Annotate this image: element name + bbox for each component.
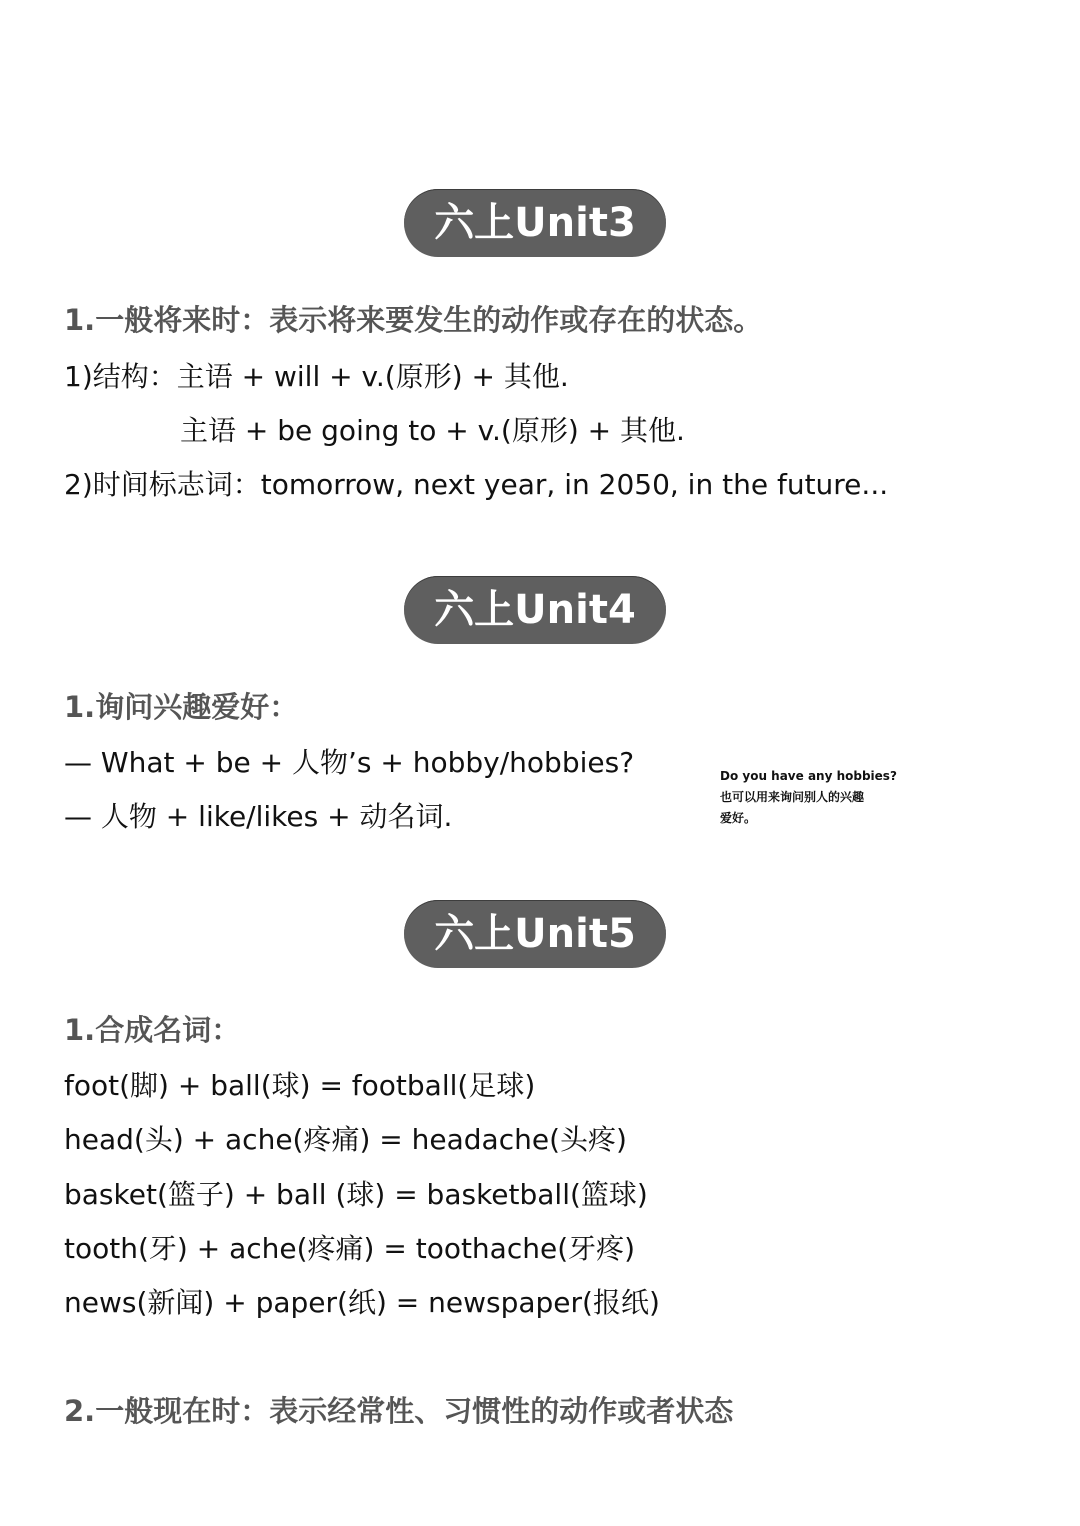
side-note-line: 爱好。: [720, 811, 757, 825]
unit3-heading: 1.一般将来时：表示将来要发生的动作或存在的状态。: [64, 303, 763, 337]
unit3-structure-going-to: 主语 + be going to + v.(原形) + 其他.: [180, 414, 685, 447]
unit4-title-badge: 六上Unit4: [404, 576, 666, 644]
compound-noun-item: foot(脚) + ball(球) = football(足球): [64, 1069, 536, 1102]
unit5-title-badge: 六上Unit5: [404, 900, 666, 968]
side-note-line: Do you have any hobbies?: [720, 769, 897, 783]
compound-noun-item: basket(篮子) + ball (球) = basketball(篮球): [64, 1178, 648, 1211]
unit4-question-pattern: — What + be + 人物’s + hobby/hobbies?: [64, 746, 635, 779]
unit3-time-words: 2)时间标志词：tomorrow, next year, in 2050, in the future...: [64, 468, 889, 501]
unit5-heading-simple-present: 2.一般现在时：表示经常性、习惯性的动作或者状态: [64, 1394, 734, 1428]
unit4-side-note: [720, 766, 897, 829]
unit3-structure-will: 1)结构：主语 + will + v.(原形) + 其他.: [64, 360, 569, 393]
compound-noun-item: tooth(牙) + ache(疼痛) = toothache(牙疼): [64, 1232, 636, 1265]
compound-noun-item: head(头) + ache(疼痛) = headache(头疼): [64, 1123, 627, 1156]
unit4-heading: 1.询问兴趣爱好：: [64, 690, 299, 724]
unit4-answer-pattern: — 人物 + like/likes + 动名词.: [64, 800, 453, 833]
unit5-heading-compound-nouns: 1.合成名词：: [64, 1013, 241, 1047]
unit3-title-badge: 六上Unit3: [404, 189, 666, 257]
compound-noun-item: news(新闻) + paper(纸) = newspaper(报纸): [64, 1286, 660, 1319]
side-note-line: 也可以用来询问别人的兴趣: [720, 790, 865, 804]
